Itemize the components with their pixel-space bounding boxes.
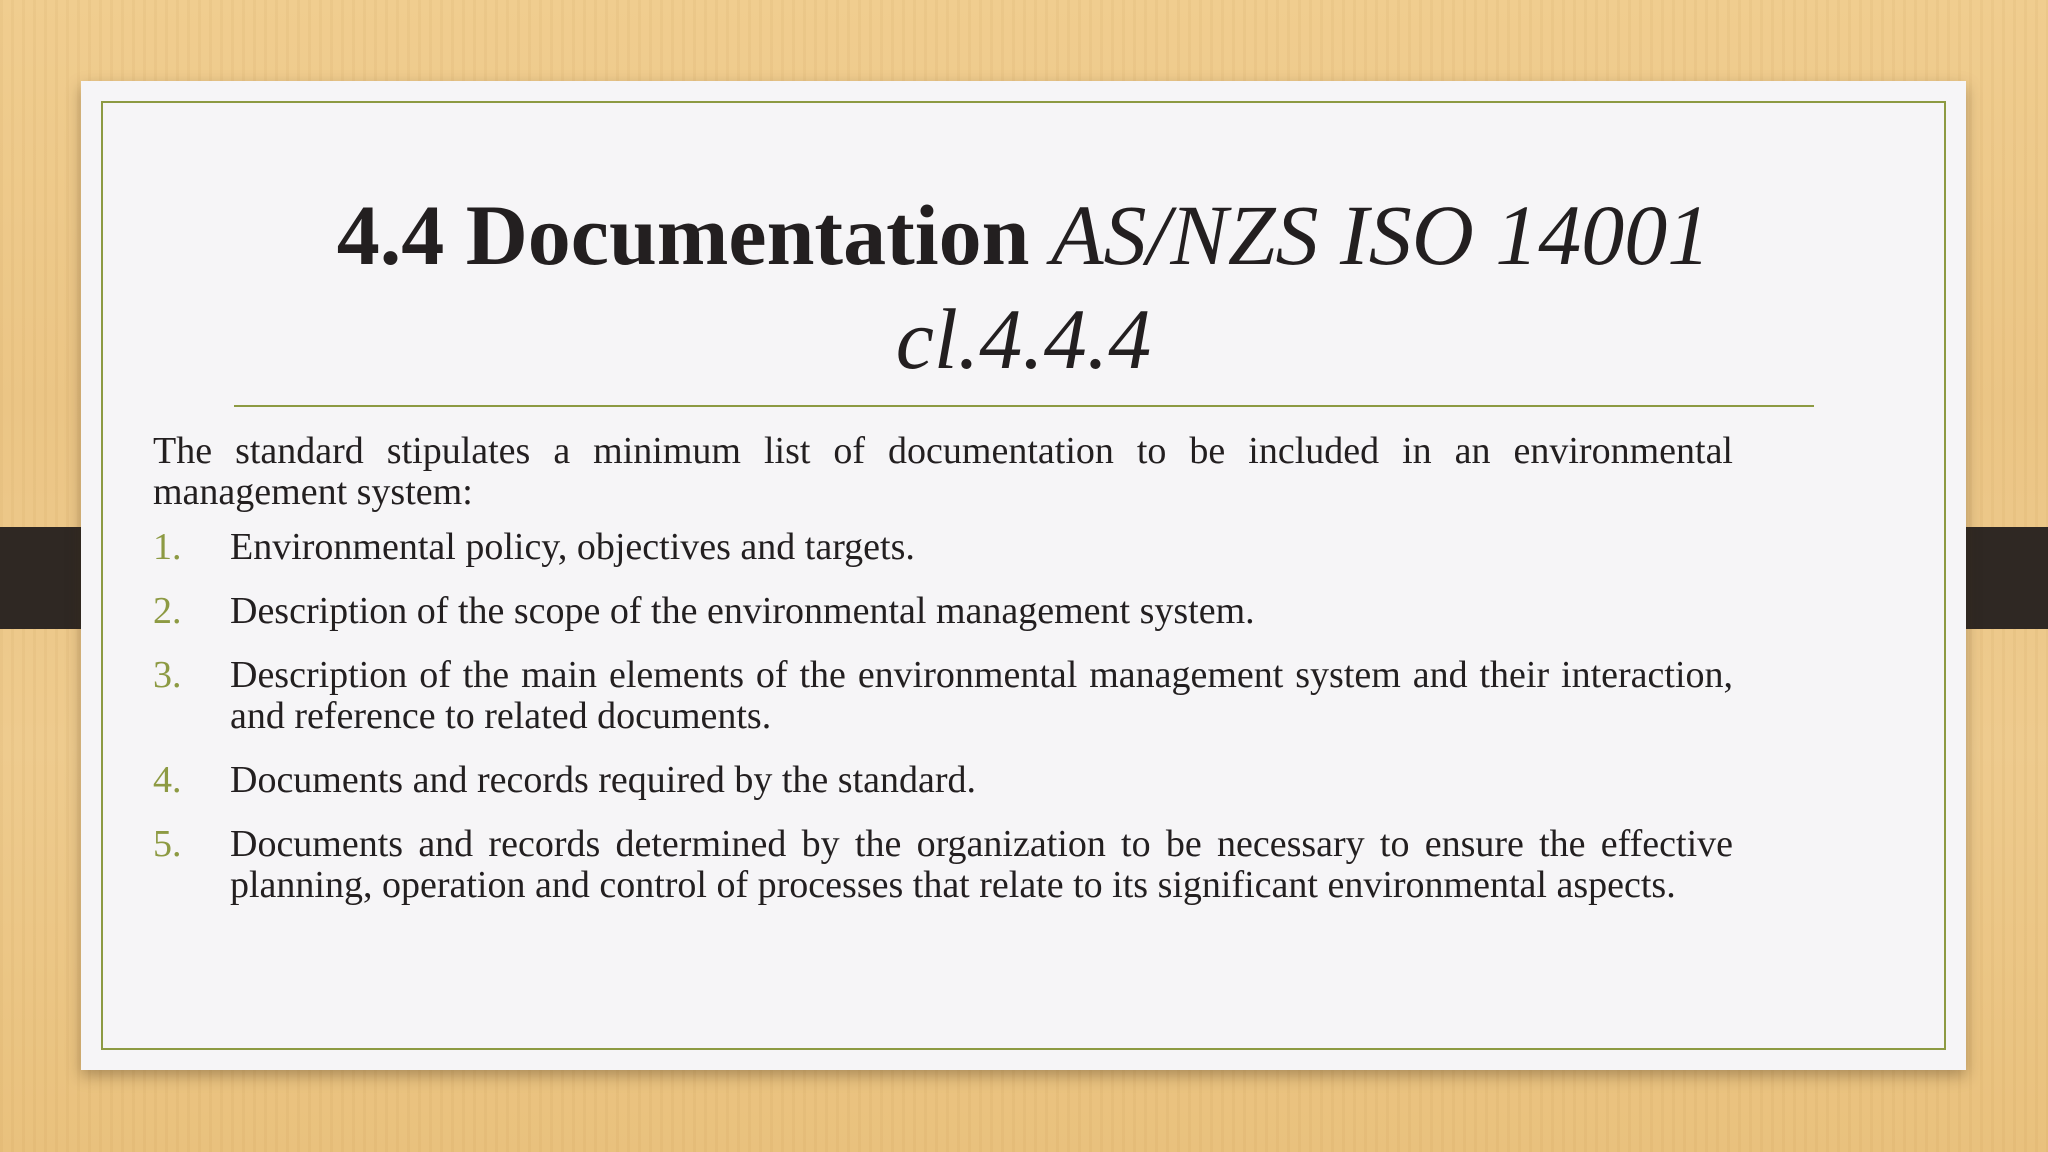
title-bold-part: 4.4 Documentation <box>336 187 1030 283</box>
list-number: 1. <box>153 526 182 568</box>
list-text: Environmental policy, objectives and targets. <box>230 526 915 568</box>
list-number: 2. <box>153 590 182 632</box>
list-item <box>153 760 1733 801</box>
documentation-list <box>153 527 1733 906</box>
list-text: Documents and records determined by the organization to be necessary to ensure the effective planning, operation and control of processes that relate to its significant environmental aspects. <box>230 823 1733 906</box>
title-divider <box>234 405 1814 407</box>
slide-title <box>81 183 1966 391</box>
list-text: Description of the scope of the environmental management system. <box>230 590 1255 632</box>
title-italic-standard: AS/NZS ISO 14001 <box>1050 187 1711 283</box>
list-item <box>153 591 1733 632</box>
list-number: 5. <box>153 823 182 865</box>
list-text: Description of the main elements of the environmental management system and their interaction, and reference to related documents. <box>230 654 1733 737</box>
list-item <box>153 824 1733 906</box>
intro-paragraph: The standard stipulates a minimum list of documentation to be included in an environmental management system: <box>153 430 1733 513</box>
slide-body <box>153 431 1733 929</box>
list-text: Documents and records required by the standard. <box>230 759 977 801</box>
list-item <box>153 527 1733 568</box>
title-italic-clause: cl.4.4.4 <box>895 291 1152 387</box>
list-item <box>153 655 1733 737</box>
list-number: 3. <box>153 654 182 696</box>
list-number: 4. <box>153 759 182 801</box>
